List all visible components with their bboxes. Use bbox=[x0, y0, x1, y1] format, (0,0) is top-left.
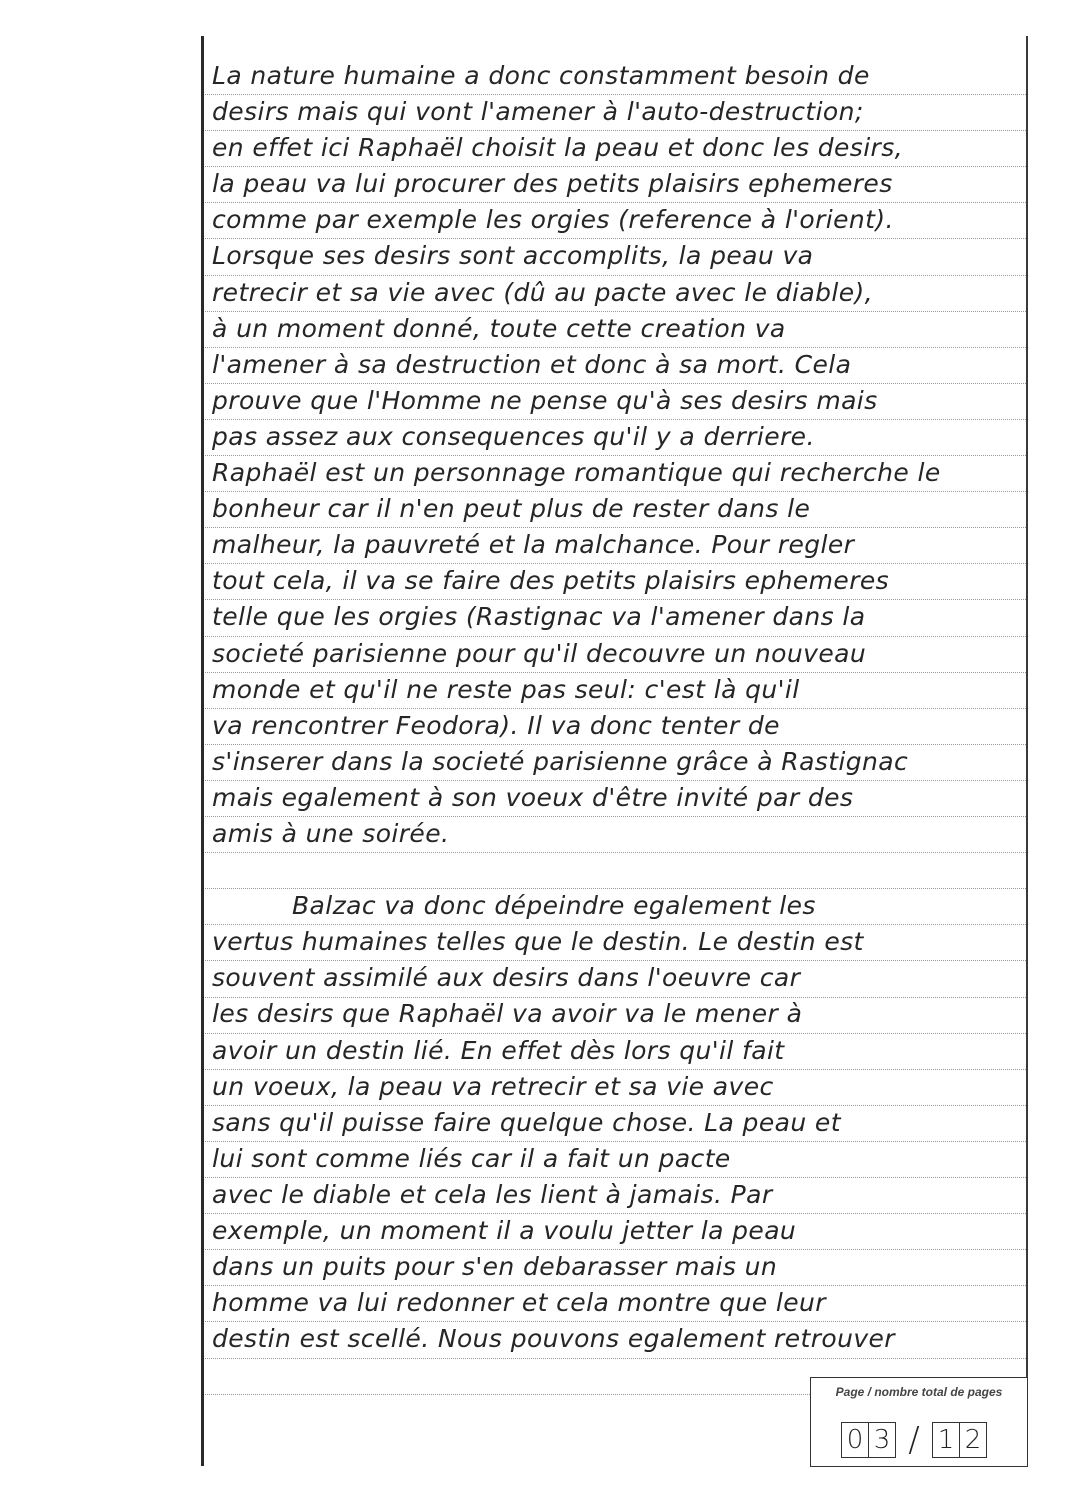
text-line: les desirs que Raphaël va avoir va le mener à bbox=[212, 999, 803, 1029]
text-line: sans qu'il puisse faire quelque chose. La peau et bbox=[212, 1107, 841, 1137]
text-line: monde et qu'il ne reste pas seul: c'est là qu'il bbox=[212, 674, 800, 704]
text-line: societé parisienne pour qu'il decouvre un nouveau bbox=[212, 638, 867, 668]
text-line: dans un puits pour s'en debarasser mais un bbox=[212, 1252, 778, 1282]
page-number-box bbox=[810, 1377, 1028, 1467]
blank-line bbox=[212, 852, 1022, 888]
text-line: prouve que l'Homme ne pense qu'à ses desirs mais bbox=[212, 385, 878, 415]
page-digit: 0 bbox=[841, 1422, 869, 1458]
text-line: telle que les orgies (Rastignac va l'amener dans la bbox=[212, 602, 866, 632]
ruled-line bbox=[205, 1358, 1026, 1359]
text-line: destin est scellé. Nous pouvons egalement retrouver bbox=[212, 1324, 895, 1354]
page-number-label: Page / nombre total de pages bbox=[835, 1385, 1003, 1399]
text-line: tout cela, il va se faire des petits plaisirs ephemeres bbox=[212, 566, 890, 596]
text-line: un voeux, la peau va retrecir et sa vie avec bbox=[212, 1071, 774, 1101]
page-number-digits bbox=[841, 1420, 987, 1460]
text-line: avec le diable et cela les lient à jamais. Par bbox=[212, 1179, 773, 1209]
margin-line bbox=[201, 36, 204, 1466]
text-line: homme va lui redonner et cela montre que leur bbox=[212, 1288, 826, 1318]
text-line: La nature humaine a donc constamment besoin de bbox=[212, 61, 870, 90]
text-line: vertus humaines telles que le destin. Le destin est bbox=[212, 927, 864, 957]
text-line: amis à une soirée. bbox=[212, 818, 450, 848]
text-line: exemple, un moment il a voulu jetter la peau bbox=[212, 1216, 797, 1245]
page-digit: 3 bbox=[869, 1422, 896, 1458]
right-border-line bbox=[1026, 36, 1028, 1466]
text-line: avoir un destin lié. En effet dès lors qu'il fait bbox=[212, 1035, 785, 1065]
total-digit: 1 bbox=[932, 1422, 960, 1458]
text-line: mais egalement à son voeux d'être invité par des bbox=[212, 782, 854, 812]
text-line: comme par exemple les orgies (reference à l'orient). bbox=[212, 205, 894, 235]
text-line: malheur, la pauvreté et la malchance. Pour regler bbox=[212, 530, 855, 560]
text-line: retrecir et sa vie avec (dû au pacte avec le diable), bbox=[212, 277, 873, 307]
handwritten-text bbox=[212, 58, 1022, 1357]
text-line: la peau va lui procurer des petits plaisirs ephemeres bbox=[212, 169, 893, 199]
text-line: s'inserer dans la societé parisienne grâce à Rastignac bbox=[212, 746, 909, 776]
text-line: Balzac va donc dépeindre egalement les bbox=[292, 891, 816, 921]
text-line: lui sont comme liés car il a fait un pacte bbox=[212, 1143, 731, 1173]
text-line: bonheur car il n'en peut plus de rester dans le bbox=[212, 494, 811, 524]
text-line: Raphaël est un personnage romantique qui recherche le bbox=[212, 458, 941, 488]
total-digit: 2 bbox=[960, 1422, 987, 1458]
text-line: desirs mais qui vont l'amener à l'auto-destruction; bbox=[212, 97, 864, 127]
text-line: va rencontrer Feodora). Il va donc tenter de bbox=[212, 710, 780, 740]
text-line: souvent assimilé aux desirs dans l'oeuvre car bbox=[212, 963, 801, 993]
text-line: pas assez aux consequences qu'il y a derriere. bbox=[212, 421, 815, 451]
text-line: Lorsque ses desirs sont accomplits, la peau va bbox=[212, 241, 814, 271]
text-line: à un moment donné, toute cette creation va bbox=[212, 313, 786, 343]
text-line: l'amener à sa destruction et donc à sa mort. Cela bbox=[212, 349, 852, 379]
page-separator: / bbox=[908, 1420, 920, 1460]
text-line: en effet ici Raphaël choisit la peau et donc les desirs, bbox=[212, 133, 903, 163]
